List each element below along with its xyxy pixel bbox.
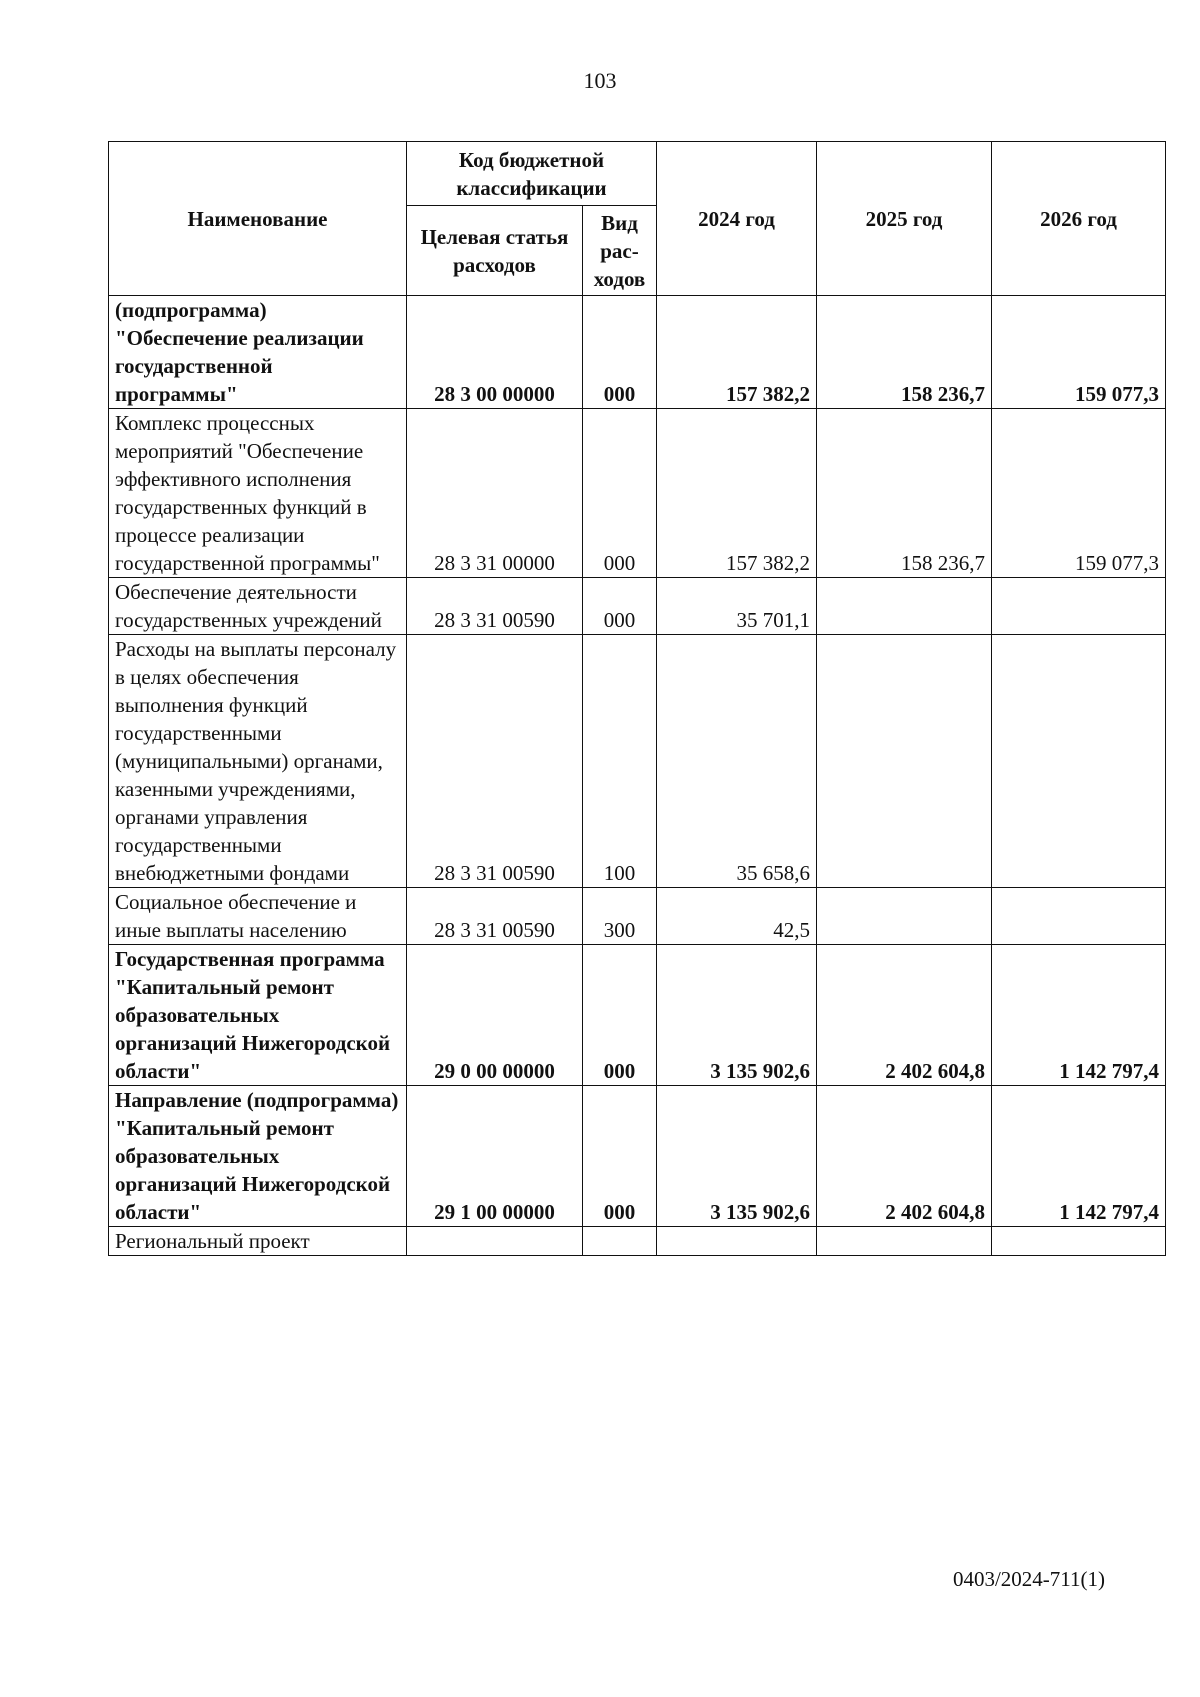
row-expense-type: 000 [583, 296, 657, 409]
row-target-code [407, 1227, 583, 1256]
row-amount-2024: 3 135 902,6 [657, 1086, 817, 1227]
row-expense-type: 100 [583, 635, 657, 888]
row-name: Направление (подпрограмма) "Капитальный ремонт образовательных организаций Нижегородской области" [109, 1086, 407, 1227]
row-amount-2024: 157 382,2 [657, 409, 817, 578]
row-amount-2026 [992, 635, 1166, 888]
row-target-code: 28 3 31 00590 [407, 635, 583, 888]
row-amount-2025 [817, 888, 992, 945]
row-name: Комплекс процессных мероприятий "Обеспечение эффективного исполнения государственных функций в процессе реализации государственной программы" [109, 409, 407, 578]
table-row [109, 635, 1166, 888]
table-body [109, 296, 1166, 1256]
row-expense-type: 000 [583, 409, 657, 578]
budget-table [108, 141, 1166, 1256]
table-header [109, 142, 1166, 296]
row-amount-2026 [992, 578, 1166, 635]
row-amount-2025: 158 236,7 [817, 409, 992, 578]
row-amount-2024: 3 135 902,6 [657, 945, 817, 1086]
table-row [109, 1227, 1166, 1256]
row-amount-2024: 35 701,1 [657, 578, 817, 635]
table-row [109, 578, 1166, 635]
row-amount-2024: 157 382,2 [657, 296, 817, 409]
row-amount-2025: 158 236,7 [817, 296, 992, 409]
row-name: Обеспечение деятельности государственных учреждений [109, 578, 407, 635]
row-amount-2026 [992, 1227, 1166, 1256]
row-name: (подпрограмма) "Обеспечение реализации государственной программы" [109, 296, 407, 409]
row-expense-type: 000 [583, 1086, 657, 1227]
header-year-2024: 2024 год [657, 142, 817, 296]
row-target-code: 29 0 00 00000 [407, 945, 583, 1086]
row-target-code: 29 1 00 00000 [407, 1086, 583, 1227]
row-expense-type: 300 [583, 888, 657, 945]
row-name: Расходы на выплаты персоналу в целях обеспечения выполнения функций государственными (муниципальными) органами, казенными учреждениями, органами управления государственными внебюджетными фондами [109, 635, 407, 888]
page-number: 103 [583, 68, 617, 93]
row-amount-2024: 35 658,6 [657, 635, 817, 888]
header-budget-code: Код бюджетной классификации [407, 142, 657, 206]
row-expense-type: 000 [583, 945, 657, 1086]
header-name: Наименование [109, 142, 407, 296]
row-amount-2024: 42,5 [657, 888, 817, 945]
row-target-code: 28 3 31 00590 [407, 578, 583, 635]
row-expense-type: 000 [583, 578, 657, 635]
row-target-code: 28 3 31 00000 [407, 409, 583, 578]
document-code: 0403/2024-711(1) [952, 1567, 1105, 1591]
header-year-2025: 2025 год [817, 142, 992, 296]
table-row [109, 1086, 1166, 1227]
row-amount-2026: 159 077,3 [992, 409, 1166, 578]
row-amount-2025 [817, 1227, 992, 1256]
row-amount-2025 [817, 635, 992, 888]
row-name: Региональный проект [109, 1227, 407, 1256]
table-row [109, 296, 1166, 409]
row-target-code: 28 3 31 00590 [407, 888, 583, 945]
table-row [109, 945, 1166, 1086]
header-expense-type: Вид рас-ходов [583, 206, 657, 296]
row-target-code: 28 3 00 00000 [407, 296, 583, 409]
row-amount-2025: 2 402 604,8 [817, 1086, 992, 1227]
row-name: Социальное обеспечение и иные выплаты населению [109, 888, 407, 945]
row-amount-2025: 2 402 604,8 [817, 945, 992, 1086]
row-expense-type [583, 1227, 657, 1256]
row-name: Государственная программа "Капитальный ремонт образовательных организаций Нижегородской области" [109, 945, 407, 1086]
row-amount-2026: 1 142 797,4 [992, 945, 1166, 1086]
header-year-2026: 2026 год [992, 142, 1166, 296]
row-amount-2024 [657, 1227, 817, 1256]
table-row [109, 409, 1166, 578]
row-amount-2026: 159 077,3 [992, 296, 1166, 409]
row-amount-2026: 1 142 797,4 [992, 1086, 1166, 1227]
row-amount-2026 [992, 888, 1166, 945]
row-amount-2025 [817, 578, 992, 635]
header-target-article: Целевая статья расходов [407, 206, 583, 296]
table-row [109, 888, 1166, 945]
